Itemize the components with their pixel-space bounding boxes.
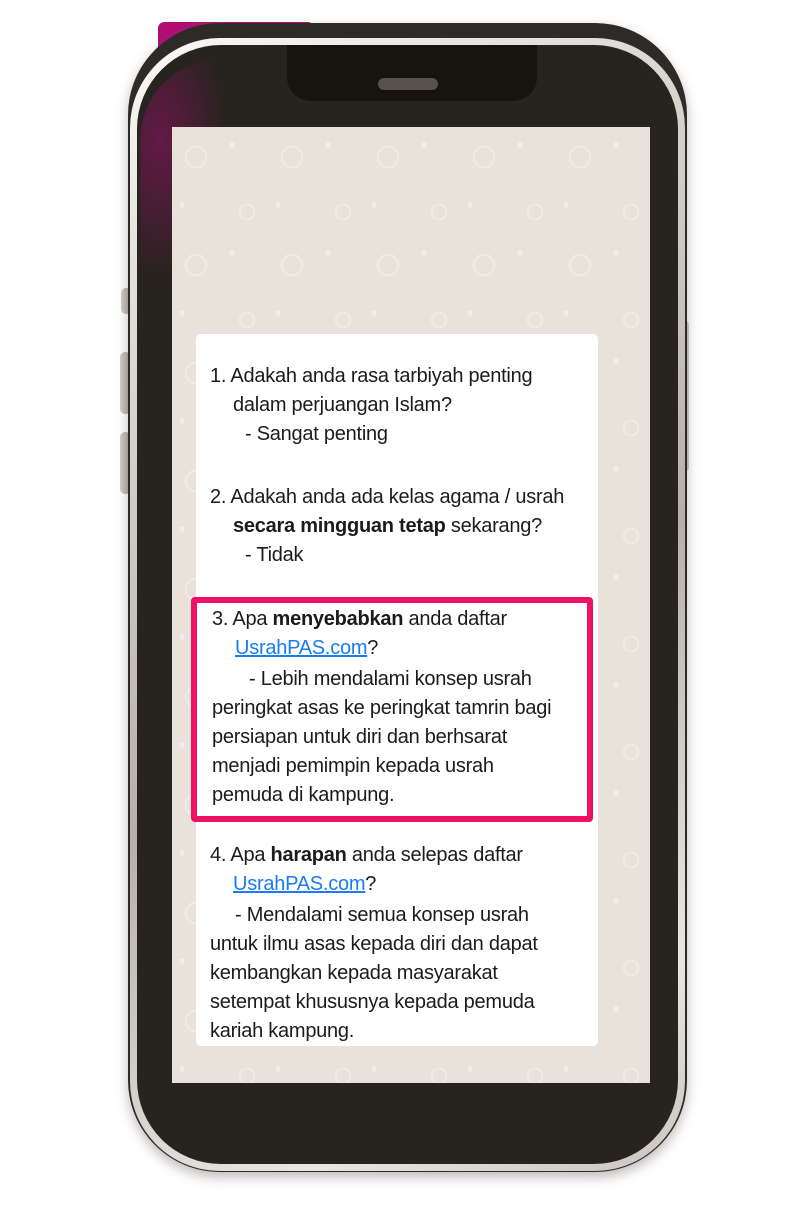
answer-paragraph [212, 665, 577, 810]
question-item-3 [212, 605, 577, 810]
question-text [212, 605, 577, 634]
chat-screen [172, 127, 650, 1083]
question-text: sekarang? [445, 515, 543, 537]
question-text: ? [365, 873, 377, 895]
answer-text: - Sangat penting [245, 423, 388, 445]
answer-text: - Lebih mendalami konsep usrah [249, 668, 532, 690]
answer-text: pemuda di kampung. [212, 784, 395, 806]
question-item-1 [210, 362, 584, 449]
answer-text: untuk ilmu asas kepada diri dan dapat [210, 933, 538, 955]
usrahpas-link[interactable]: UsrahPAS.com [233, 873, 366, 895]
answer-text: peringkat asas ke peringkat tamrin bagi [212, 697, 552, 719]
question-text [210, 841, 584, 870]
answer-text: setempat khususnya kepada pemuda [210, 991, 535, 1013]
question-text: ? [367, 637, 379, 659]
usrahpas-link[interactable]: UsrahPAS.com [235, 637, 368, 659]
answer-text: kariah kampung. [210, 1020, 355, 1042]
question-text: anda selepas daftar [346, 844, 523, 866]
highlight-box [191, 597, 593, 822]
question-item-4 [210, 841, 584, 1046]
question-text [212, 634, 577, 663]
question-text: anda daftar [403, 608, 507, 630]
answer-paragraph [210, 901, 584, 1046]
question-text [210, 870, 584, 899]
question-text: 3. Apa [212, 608, 273, 630]
question-bold-text: secara mingguan tetap [233, 515, 446, 537]
question-item-2 [210, 483, 584, 570]
earpiece-speaker-icon [378, 78, 438, 90]
answer-text: - Tidak [245, 544, 304, 566]
answer-text: - Mendalami semua konsep usrah [235, 904, 529, 926]
answer-text: persiapan untuk diri dan berhsarat [212, 726, 508, 748]
question-text [210, 512, 584, 541]
message-bubble [196, 334, 598, 1046]
question-bold-text: harapan [270, 844, 347, 866]
question-text: 4. Apa [210, 844, 271, 866]
phone-notch [287, 45, 537, 101]
question-text: dalam perjuangan Islam? [233, 394, 452, 416]
answer-text: menjadi pemimpin kepada usrah [212, 755, 494, 777]
question-text: 1. Adakah anda rasa tarbiyah penting [210, 365, 533, 387]
question-text: 2. Adakah anda ada kelas agama / usrah [210, 486, 565, 508]
answer-text: kembangkan kepada masyarakat [210, 962, 498, 984]
question-bold-text: menyebabkan [272, 608, 404, 630]
